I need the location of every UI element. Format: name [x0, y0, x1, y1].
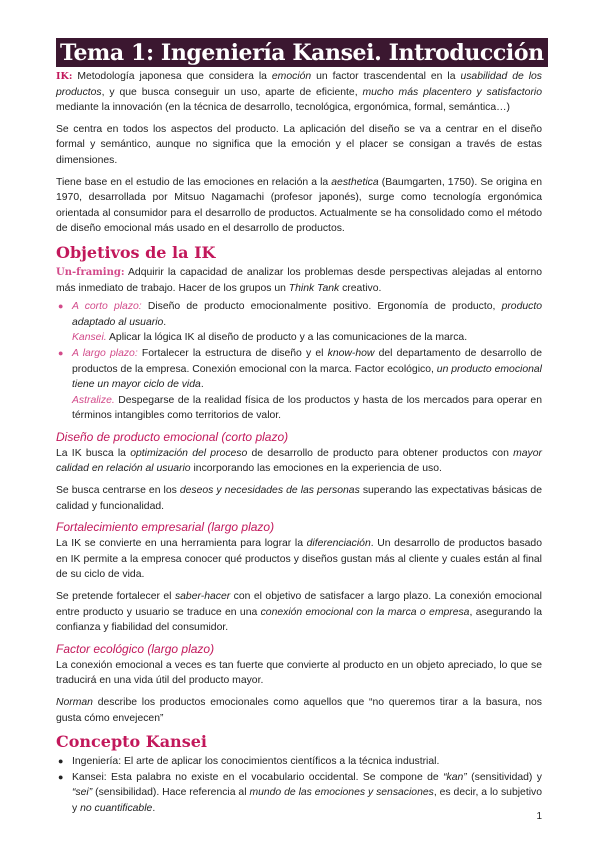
concepto-list [56, 754, 542, 816]
page-number: 1 [536, 811, 542, 822]
diseno-paragraph-1: La IK busca la optimización del proceso de desarrollo de producto para obtener productos con mayor calidad en relación al usuario incorporando las emociones en la experiencia de uso. [56, 447, 542, 475]
aspects-paragraph: Se centra en todos los aspectos del producto. La aplicación del diseño se va a centrar en el diseño formal y semántico, aunque no significa que la emoción y el placer se consigan a través de estas dimensiones. [56, 123, 542, 166]
fortalecimiento-paragraph-2: Se pretende fortalecer el saber-hacer con el objetivo de satisfacer a largo plazo. La conexión emocional entre producto y usuario se traduce en una conexión emocional con la marca o empresa, asegurando la confianza y fiabilidad del consumidor. [56, 591, 542, 634]
list-item: ● A corto plazo: Diseño de producto emocionalmente positivo. Ergonomía de producto, producto adaptado al usuario. Kansei. Aplicar la lógica IK al diseño de producto y a las comunicaciones de la marca. [58, 301, 542, 344]
fortalecimiento-paragraph-1: La IK se convierte en una herramienta para lograr la diferenciación. Un desarrollo de productos basado en IK permite a la empresa conocer qué productos y diseños gustan más al cliente y cuales están al final de su ciclo de vida. [56, 538, 542, 581]
objetivos-list [56, 299, 542, 424]
fortalecimiento-heading: Fortalecimiento empresarial (largo plazo) [56, 520, 275, 535]
bullet-icon: ● [58, 756, 64, 767]
list-item: ● Ingeniería: El arte de aplicar los conocimientos científicos a la técnica industrial. [56, 754, 542, 770]
list-item: ● Kansei: Esta palabra no existe en el vocabulario occidental. Se compone de “kan” (sensitividad) y “sei” (sensibilidad). Hace referencia al mundo de las emociones y sensaciones, es decir, a lo subjetivo y no cuantificable. [58, 771, 542, 814]
base-paragraph: Tiene base en el estudio de las emociones en relación a la aesthetica (Baumgarten, 1750). Se origina en 1970, desarrollada por Mitsuo Nagamachi (profesor japonés), surge como tecnología ergonómica orientada al consumidor para el desarrollo de productos. Actualmente se ha consolidado como el método de diseño emocional más usado en el desarrollo de productos. [56, 176, 542, 235]
page-title: Tema 1: Ingeniería Kansei. Introducción [56, 38, 548, 67]
bullet-icon: ● [58, 347, 64, 358]
ik-label: IK: [56, 71, 73, 82]
ecologico-heading: Factor ecológico (largo plazo) [56, 641, 215, 656]
concepto-heading: Concepto Kansei [56, 732, 207, 752]
bullet-icon: ● [58, 301, 64, 312]
diseno-paragraph-2: Se busca centrarse en los deseos y necesidades de las personas superando las expectativas básicas de calidad y funcionalidad. [56, 485, 542, 512]
objetivos-heading: Objetivos de la IK [56, 242, 216, 262]
bullet-icon: ● [58, 771, 64, 782]
unframing-label: Un-framing: [56, 266, 125, 278]
document-page [56, 38, 542, 817]
ecologico-paragraph-2: Norman describe los productos emocionales como aquellos que “no queremos tirar a la basura, nos gusta cómo envejecen” [56, 697, 542, 724]
diseno-heading: Diseño de producto emocional (corto plazo) [56, 429, 289, 444]
ecologico-paragraph-1: La conexión emocional a veces es tan fuerte que convierte al producto en un objeto apreciado, lo que se traducirá en una vida útil del producto mayor. [56, 659, 542, 687]
list-item: ● A largo plazo: Fortalecer la estructura de diseño y el know-how del departamento de desarrollo de productos de la empresa. Conexión emocional con la marca. Factor ecológico, un producto emocional tiene un mayor ciclo de vida. Astralize. Despegarse de la realidad física de los productos y hasta de los mercados para operar en términos intangibles como territorios de valor. [58, 347, 542, 422]
unframing-paragraph: Un-framing: Adquirir la capacidad de analizar los problemas desde perspectivas alejadas al entorno más inmediato de trabajo. Hacer de los grupos un Think Tank creativo. [56, 266, 542, 294]
intro-paragraph: IK: Metodología japonesa que considera la emoción un factor trascendental en la usabilidad de los productos, y que busca conseguir un uso, aparte de eficiente, mucho más placentero y satisfactorio mediante la innovación (en la técnica de desarrollo, tecnológica, ergonómica, formal, semántica…) [56, 71, 542, 114]
